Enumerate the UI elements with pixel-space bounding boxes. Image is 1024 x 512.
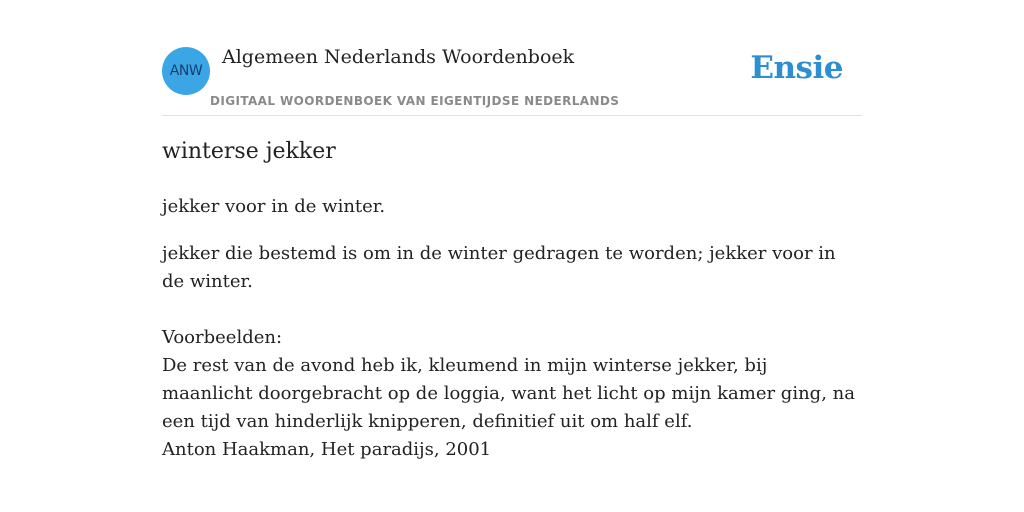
site-subtitle: DIGITAAL WOORDENBOEK VAN EIGENTIJDSE NEDERLANDS bbox=[210, 94, 620, 108]
entry-explanation: jekker die bestemd is om in de winter gedragen te worden; jekker voor in de winter. bbox=[162, 243, 836, 292]
anw-logo[interactable] bbox=[162, 47, 210, 95]
site-title[interactable]: Algemeen Nederlands Woordenboek bbox=[222, 46, 575, 68]
example-quote: De rest van de avond heb ik, kleumend in mijn winterse jekker, bij maanlicht doorgebracht op de loggia, want het licht op mijn kamer ging, na een tijd van hinderlijk knipperen, definitief uit om half elf. bbox=[162, 355, 855, 432]
example-source: Anton Haakman, Het paradijs, 2001 bbox=[162, 439, 492, 460]
examples-section bbox=[162, 324, 862, 464]
entry-definition: jekker voor in de winter. bbox=[162, 196, 386, 217]
ensie-brand-logo[interactable]: Ensie bbox=[750, 50, 843, 86]
logo-text: ANW bbox=[169, 63, 203, 79]
entry-title: winterse jekker bbox=[162, 139, 336, 164]
page bbox=[162, 0, 862, 512]
site-header bbox=[162, 0, 862, 116]
examples-label: Voorbeelden: bbox=[162, 327, 283, 348]
